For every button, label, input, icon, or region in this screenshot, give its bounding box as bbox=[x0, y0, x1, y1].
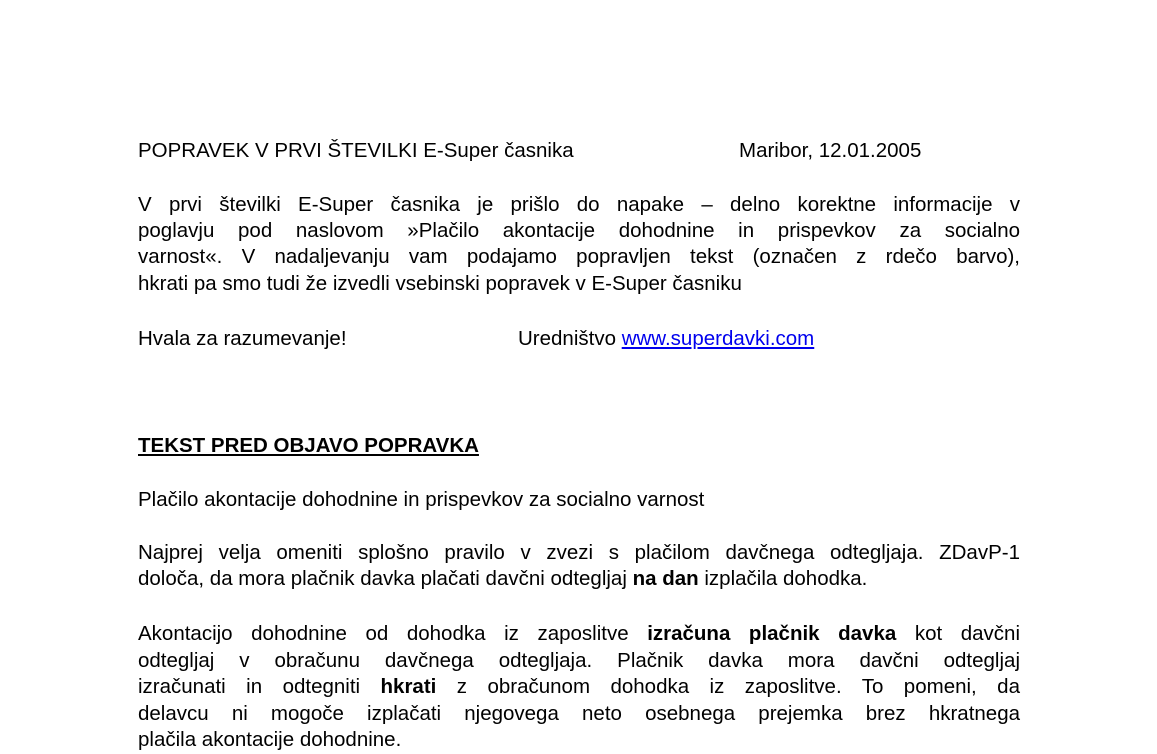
p2-line-1-bold: izračuna plačnik davka bbox=[647, 622, 897, 645]
notice-body-line-4: hkrati pa smo tudi že izvedli vsebinski popravek v E-Super časniku bbox=[138, 272, 742, 295]
p1-line-2-text-a: določa, da mora plačnik davka plačati davčni odtegljaj bbox=[138, 567, 627, 590]
notice-title: POPRAVEK V PRVI ŠTEVILKI E-Super časnika bbox=[138, 139, 574, 162]
notice-body-line-2: poglavju pod naslovom »Plačilo akontacije dohodnine in prispevkov za socialno bbox=[138, 219, 1020, 242]
editorial-link[interactable]: www.superdavki.com bbox=[621, 327, 815, 350]
p2-line-1-text-b: kot davčni bbox=[914, 622, 1021, 645]
p1-line-2 bbox=[138, 566, 1020, 593]
p2-line-1-text-a: Akontacijo dohodnine od dohodka iz zaposlitve bbox=[138, 622, 629, 645]
p2-line-4: delavcu ni mogoče izplačati njegovega neto osebnega prejemka brez hkratnega bbox=[138, 702, 1020, 725]
place-date: Maribor, 12.01.2005 bbox=[739, 139, 922, 162]
p2-line-3 bbox=[138, 674, 1020, 701]
document-page bbox=[138, 0, 1021, 751]
p1-line-2-bold: na dan bbox=[632, 567, 699, 590]
notice-body-line-3: varnost«. V nadaljevanju vam podajamo popravljen tekst (označen z rdečo barvo), bbox=[138, 245, 1020, 268]
p2-line-5: plačila akontacije dohodnine. bbox=[138, 728, 402, 751]
notice-body-line-1: V prvi številki E-Super časnika je prišlo do napake – delno korektne informacije v bbox=[138, 193, 1020, 216]
p2-line-3-text-b: z obračunom dohodka iz zaposlitve. To pomeni, da bbox=[456, 675, 1020, 698]
thanks-text: Hvala za razumevanje! bbox=[138, 327, 347, 350]
editorial-label: Uredništvo bbox=[518, 327, 616, 350]
p2-line-3-bold: hkrati bbox=[380, 675, 437, 698]
section-subtitle: Plačilo akontacije dohodnine in prispevkov za socialno varnost bbox=[138, 488, 705, 511]
p2-line-1 bbox=[138, 621, 1020, 648]
p1-line-2-text-b: izplačila dohodka. bbox=[704, 567, 868, 590]
p2-line-2: odtegljaj v obračunu davčnega odtegljaja. Plačnik davka mora davčni odtegljaj bbox=[138, 649, 1020, 672]
p1-line-1: Najprej velja omeniti splošno pravilo v zvezi s plačilom davčnega odtegljaja. ZDavP-1 bbox=[138, 541, 1020, 564]
notice-signoff bbox=[138, 326, 1020, 353]
editorial-credit bbox=[518, 326, 814, 353]
p2-line-3-text-a: izračunati in odtegniti bbox=[138, 675, 361, 698]
section-heading: TEKST PRED OBJAVO POPRAVKA bbox=[138, 434, 479, 457]
notice-header bbox=[138, 138, 1020, 165]
